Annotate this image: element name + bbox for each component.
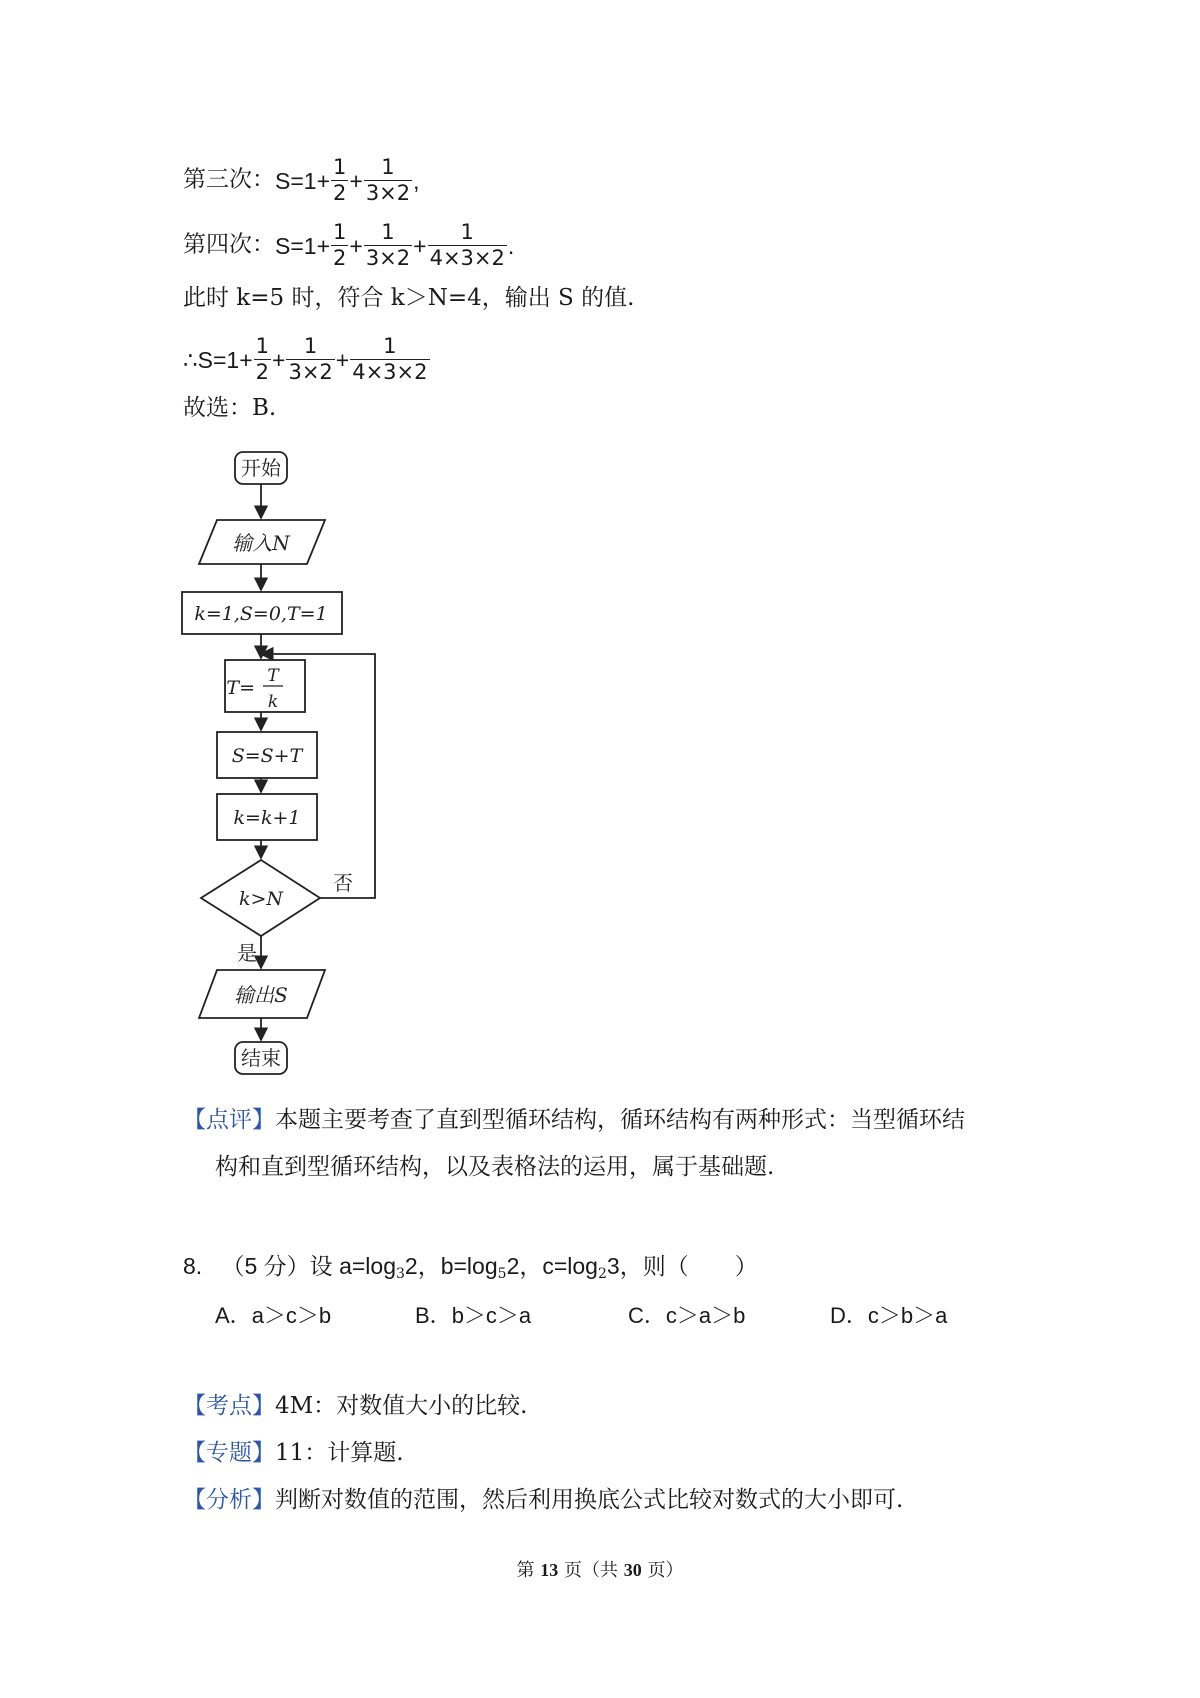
page-total: 30 (623, 1560, 642, 1580)
review-line-1: 【点评】本题主要考查了直到型循环结构，循环结构有两种形式：当型循环结 (183, 1107, 965, 1133)
option-d: D．c＞b＞a (830, 1303, 948, 1328)
page-number: 13 (540, 1560, 559, 1580)
fraction: $\frac{1}{4\times 3\times 2}$ (352, 334, 428, 384)
question-8: 8. （5 分）设 $a=\log_32$，$b=\log_52$，$c=\log_23$，则（ ） (183, 1253, 758, 1282)
zhuanti-line: 【专题】11：计算题. (183, 1440, 404, 1466)
option-a: A．a＞c＞b (215, 1303, 332, 1328)
third-iteration-line (183, 155, 420, 206)
third-iteration-label: 第三次： (183, 166, 275, 193)
fenxi-tag: 【分析】 (183, 1487, 275, 1513)
fraction: $\frac{1}{3\times 2}$ (288, 334, 333, 384)
start-label: 开始 (241, 456, 281, 480)
check-line: 此时 k=5 时，符合 k＞N=4，输出 S 的值. (183, 285, 635, 311)
end-label: 结束 (241, 1046, 281, 1070)
no-label: 否 (333, 871, 353, 895)
zhuanti-tag: 【专题】 (183, 1440, 275, 1466)
fraction: $\frac{1}{3\times 2}$ (365, 220, 411, 270)
fraction: $\frac{1}{4\times 3\times 2}$ (429, 220, 505, 270)
fourth-iteration-formula: S=1+ $\frac{1}{2}$ + $\frac{1}{3\times 2}$ + $\frac{1}{4\times 3\times 2}$ . (275, 220, 515, 270)
fourth-iteration-line (183, 220, 514, 271)
condition-label: k>N (238, 888, 284, 910)
therefore-line (183, 334, 431, 385)
page-footer: 第 13 页（共 30 页） (516, 1560, 684, 1581)
option-c: C．c＞a＞b (628, 1303, 746, 1328)
t-update-den: k (267, 692, 279, 712)
t-update-num: T (267, 666, 279, 686)
k-update-label: k=k+1 (233, 807, 301, 829)
therefore-formula: ∴S=1+ $\frac{1}{2}$ + $\frac{1}{3\times 2}$ + $\frac{1}{4\times 3\times 2}$ (183, 334, 428, 384)
init-label: k=1,S=0,T=1 (194, 603, 328, 625)
fenxi-line: 【分析】判断对数值的范围，然后利用换底公式比较对数式的大小即可. (183, 1487, 904, 1513)
s-update-label: S=S+T (231, 745, 303, 767)
kaodian-line: 【考点】4M：对数值大小的比较. (183, 1393, 528, 1419)
review-line-2: 构和直到型循环结构，以及表格法的运用，属于基础题. (215, 1154, 775, 1180)
t-update-lhs: T= (226, 677, 255, 699)
yes-label: 是 (237, 941, 257, 965)
fraction: $\frac{1}{2}$ (333, 155, 347, 205)
choice-line: 故选：B. (183, 395, 277, 421)
fourth-iteration-label: 第四次： (183, 231, 275, 258)
review-tag: 【点评】 (183, 1107, 275, 1133)
flowchart (175, 440, 395, 1080)
option-b: B．b＞c＞a (415, 1303, 532, 1328)
third-iteration-formula: S=1+ $\frac{1}{2}$ + $\frac{1}{3\times 2}$ , (275, 155, 420, 205)
fraction: $\frac{1}{3\times 2}$ (365, 155, 411, 205)
question-number: 8. (183, 1253, 203, 1279)
fraction: $\frac{1}{2}$ (255, 334, 270, 384)
kaodian-tag: 【考点】 (183, 1393, 275, 1419)
fraction: $\frac{1}{2}$ (333, 220, 347, 270)
input-label: 输入N (232, 531, 290, 555)
output-label: 输出S (234, 983, 288, 1007)
